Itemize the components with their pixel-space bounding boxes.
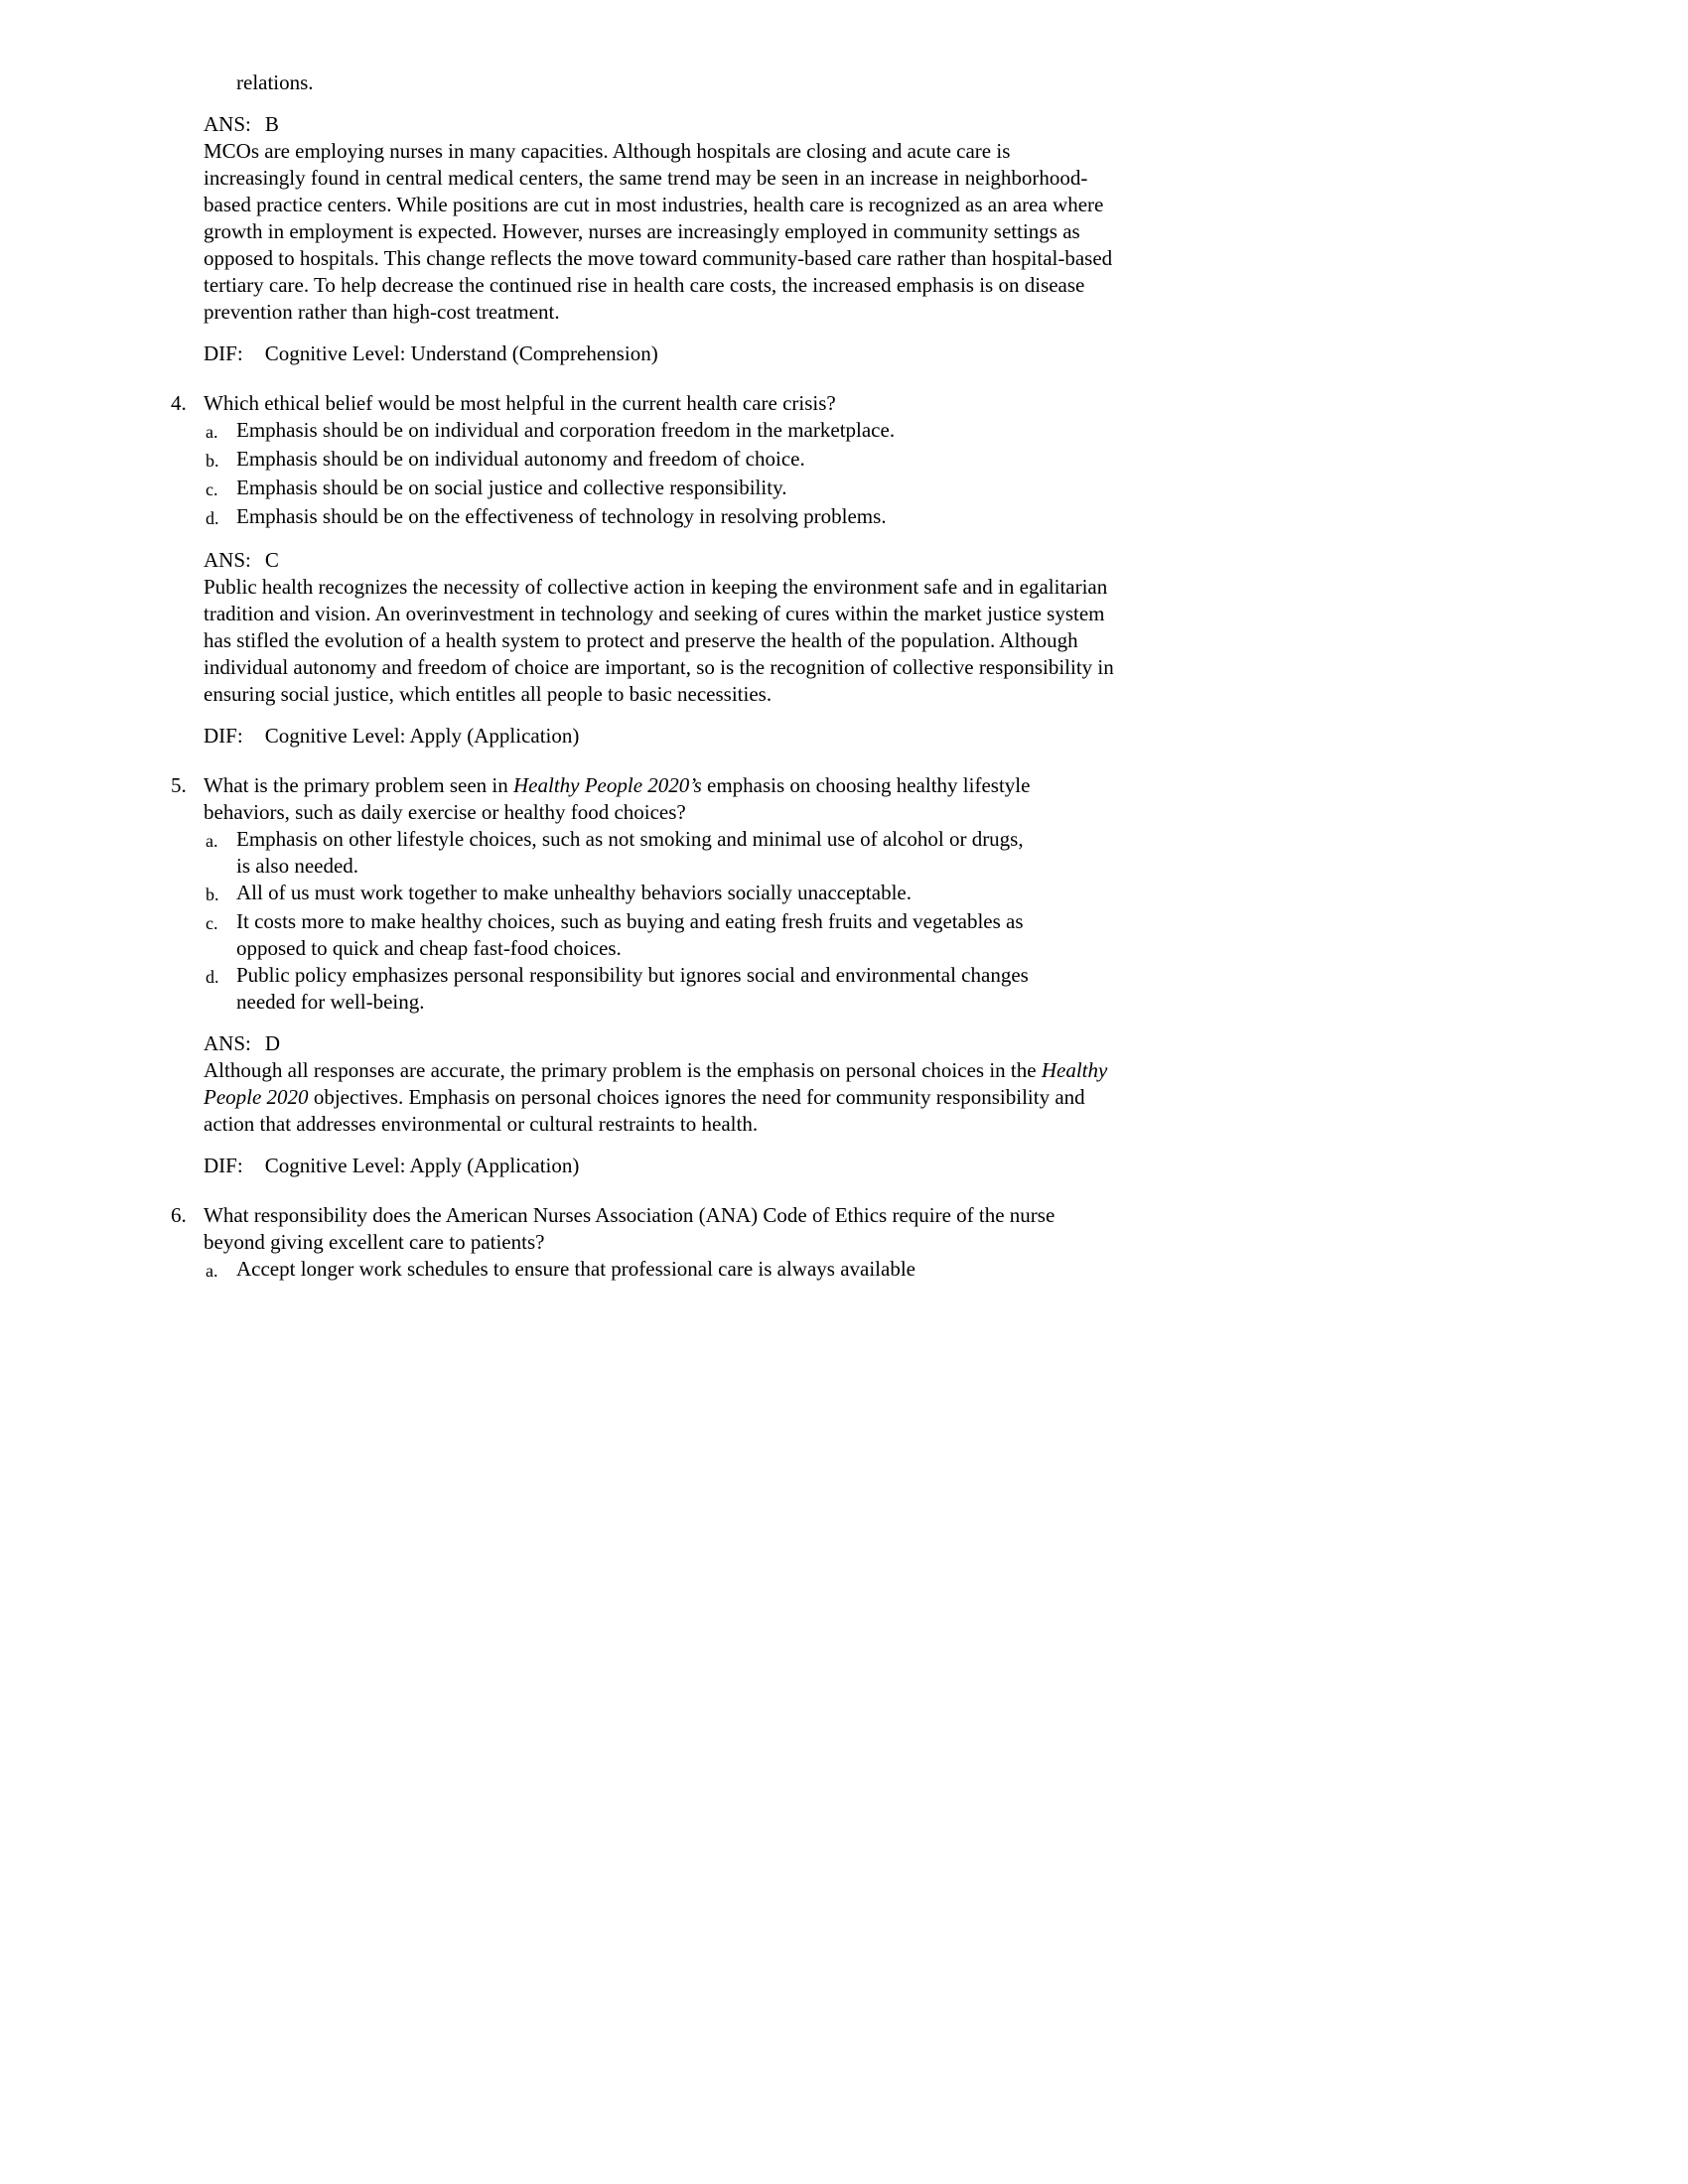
- answer-label: ANS:: [204, 112, 251, 136]
- answer-label: ANS:: [204, 548, 251, 572]
- question-number: 5.: [171, 773, 187, 797]
- document-content: [171, 69, 1124, 1285]
- option-c: [206, 908, 1124, 962]
- answer-label: ANS:: [204, 1031, 251, 1055]
- option-a: [206, 826, 1124, 880]
- italic-publication-title: Healthy People 2020: [204, 1058, 1108, 1109]
- option-a: [206, 1256, 1124, 1285]
- option-text: Emphasis should be on individual and corporation freedom in the marketplace.: [236, 418, 896, 442]
- question-row: [171, 772, 1124, 826]
- dif-line: [204, 1153, 1124, 1179]
- dif-label: DIF:: [204, 341, 243, 365]
- question-4: [171, 390, 1124, 750]
- option-text: Emphasis on other lifestyle choices, such as not smoking and minimal use of alcohol or drugs, is also needed.: [236, 827, 1024, 878]
- option-text: Public policy emphasizes personal responsibility but ignores social and environmental changes needed for well-being.: [236, 963, 1029, 1014]
- option-letter: b.: [206, 451, 219, 471]
- option-letter: b.: [206, 885, 219, 904]
- option-text: Accept longer work schedules to ensure that professional care is always available: [236, 1257, 915, 1281]
- rationale-segment: Although all responses are accurate, the primary problem is the emphasis on personal choices in the: [204, 1058, 1042, 1082]
- option-text: Emphasis should be on social justice and collective responsibility.: [236, 476, 787, 499]
- italic-publication-title: Healthy People 2020’s: [513, 773, 702, 797]
- question-row: [171, 390, 1124, 417]
- answer-line: [204, 111, 1124, 138]
- rationale-text: MCOs are employing nurses in many capacities. Although hospitals are closing and acute care is increasingly found in central medical centers, the same trend may be seen in an increase in neighborhood-based practice centers. While positions are cut in most industries, health care is recognized as an area where growth in employment is expected. However, nurses are increasingly employed in community settings as opposed to hospitals. This change reflects the move toward community-based care rather than hospital-based tertiary care. To help decrease the continued rise in health care costs, the increased emphasis is on disease prevention rather than high-cost treatment.: [204, 139, 1113, 324]
- option-letter: c.: [206, 913, 218, 933]
- option-letter: d.: [206, 967, 219, 987]
- option-letter: c.: [206, 479, 218, 499]
- question-text: Which ethical belief would be most helpful in the current health care crisis?: [204, 391, 836, 415]
- option-b: [206, 446, 1124, 475]
- question-number: 4.: [171, 391, 187, 415]
- question-text: What responsibility does the American Nurses Association (ANA) Code of Ethics require of the nurse beyond giving excellent care to patients?: [204, 1203, 1055, 1254]
- question-6: [171, 1202, 1124, 1285]
- option-text: All of us must work together to make unhealthy behaviors socially unacceptable.: [236, 881, 912, 904]
- option-a: [206, 417, 1124, 446]
- answer-line: [204, 547, 1124, 574]
- option-d: [206, 503, 1124, 532]
- options-list: [171, 417, 1124, 532]
- question-text-segment: emphasis on choosing healthy lifestyle behaviors, such as daily exercise or healthy food choices?: [204, 773, 1031, 824]
- options-list: [171, 1256, 1124, 1285]
- dif-value: Cognitive Level: Apply (Application): [264, 1154, 580, 1177]
- answer-line: [204, 1030, 1124, 1057]
- option-b: [206, 880, 1124, 908]
- continuation-text: relations.: [236, 70, 314, 94]
- option-letter: a.: [206, 422, 218, 442]
- dif-line: [204, 341, 1124, 367]
- option-letter: d.: [206, 508, 219, 528]
- options-list: [171, 826, 1124, 1016]
- question-text-segment: What is the primary problem seen in: [204, 773, 513, 797]
- option-text: Emphasis should be on the effectiveness of technology in resolving problems.: [236, 504, 887, 528]
- question-5: [171, 772, 1124, 1179]
- option-c: [206, 475, 1124, 503]
- answer-block-q3: [171, 111, 1124, 367]
- dif-line: [204, 723, 1124, 750]
- dif-value: Cognitive Level: Understand (Comprehension): [264, 341, 658, 365]
- rationale-segment: objectives. Emphasis on personal choices ignores the need for community responsibility and action that addresses environmental or cultural restraints to health.: [204, 1085, 1085, 1136]
- option-text: It costs more to make healthy choices, such as buying and eating fresh fruits and vegetables as opposed to quick and cheap fast-food choices.: [236, 909, 1024, 960]
- option-letter: a.: [206, 1261, 218, 1281]
- option-d: [206, 962, 1124, 1016]
- option-text: Emphasis should be on individual autonomy and freedom of choice.: [236, 447, 805, 471]
- question-row: [171, 1202, 1124, 1256]
- answer-value: C: [264, 548, 279, 572]
- question-text: [204, 772, 1082, 826]
- rationale-text: [204, 1057, 1117, 1138]
- dif-label: DIF:: [204, 724, 243, 748]
- dif-value: Cognitive Level: Apply (Application): [264, 724, 580, 748]
- question-number: 6.: [171, 1203, 187, 1227]
- answer-value: D: [264, 1031, 281, 1055]
- rationale-text: Public health recognizes the necessity of collective action in keeping the environment safe and in egalitarian tradition and vision. An overinvestment in technology and seeking of cures within the market justice system has stifled the evolution of a health system to protect and preserve the health of the population. Although individual autonomy and freedom of choice are important, so is the recognition of collective responsibility in ensuring social justice, which entitles all people to basic necessities.: [204, 575, 1114, 706]
- answer-value: B: [264, 112, 279, 136]
- option-letter: a.: [206, 831, 218, 851]
- dif-label: DIF:: [204, 1154, 243, 1177]
